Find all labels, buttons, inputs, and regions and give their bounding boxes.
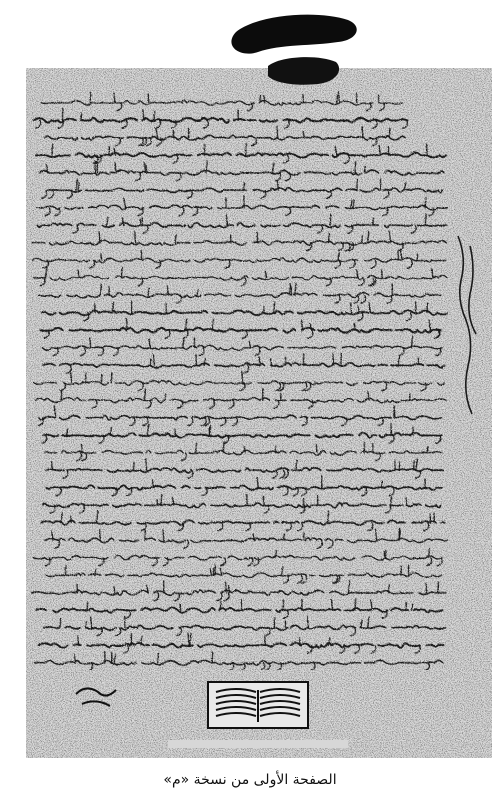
ink-stroke <box>94 303 95 312</box>
ink-stroke <box>426 143 427 155</box>
ink-stroke <box>405 497 406 505</box>
ink-stroke <box>162 529 163 540</box>
page-caption: الصفحة الأولى من نسخة «م» <box>163 772 337 788</box>
ink-stroke <box>273 617 274 627</box>
ink-stroke <box>354 323 355 330</box>
ink-stroke <box>60 390 61 400</box>
bottom-rule <box>168 740 348 748</box>
ink-stroke <box>437 581 438 592</box>
ink-stroke <box>264 635 265 645</box>
ink-stroke <box>354 161 355 172</box>
ink-stroke <box>241 371 242 382</box>
ink-stroke <box>301 319 302 329</box>
ink-stroke <box>426 302 427 312</box>
ink-stroke <box>336 94 337 102</box>
ink-stroke <box>74 654 75 662</box>
ink-stroke <box>429 513 430 522</box>
ink-stroke <box>51 461 52 469</box>
ink-stroke <box>89 92 90 102</box>
ink-stroke <box>139 218 140 224</box>
ink-stroke <box>211 651 212 662</box>
ink-stroke <box>372 217 373 224</box>
open-book-stamp <box>208 682 308 728</box>
ink-stroke <box>425 582 426 592</box>
ink-stroke <box>413 460 414 470</box>
ink-stroke <box>77 270 78 277</box>
ink-stroke <box>405 602 406 610</box>
ink-stroke <box>65 565 66 575</box>
ink-stroke <box>263 495 264 504</box>
ink-stroke <box>431 268 432 277</box>
ink-stroke <box>398 461 399 470</box>
ink-stroke <box>46 164 47 172</box>
ink-stroke <box>89 337 90 347</box>
ink-stroke <box>363 442 364 452</box>
ink-stroke <box>164 393 165 399</box>
ink-stroke <box>144 388 145 399</box>
ink-stroke <box>147 93 148 102</box>
ink-stroke <box>303 532 304 539</box>
ink-stroke <box>332 353 333 364</box>
ink-stroke <box>150 358 151 365</box>
ink-stroke <box>364 166 365 172</box>
ink-stroke <box>282 599 283 609</box>
ink-stroke <box>327 510 328 522</box>
ink-stroke <box>398 528 399 540</box>
ink-stroke <box>356 178 357 189</box>
ink-stroke <box>263 95 264 102</box>
ink-stroke <box>228 585 229 592</box>
ink-stroke <box>110 372 111 382</box>
ink-stroke <box>134 231 135 242</box>
manuscript-scan <box>18 6 496 766</box>
ink-stroke <box>59 618 60 627</box>
ink-stroke <box>388 584 389 592</box>
